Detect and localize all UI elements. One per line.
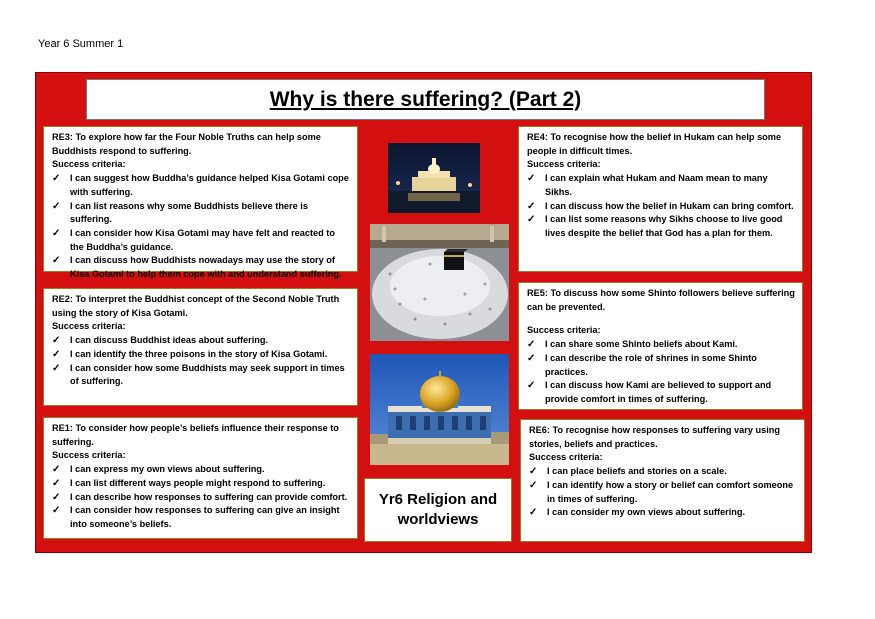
success-criteria-label: Success criteria: (527, 325, 601, 336)
criteria-item (527, 172, 796, 199)
success-criteria-label: Success criteria: (527, 159, 601, 170)
criteria-item (527, 338, 796, 352)
criteria-item (52, 362, 351, 389)
criteria-list (527, 172, 796, 241)
checkmark-icon: ✓ (52, 505, 61, 517)
checkmark-icon: ✓ (527, 214, 536, 226)
criteria-text: I can suggest how Buddha’s guidance helped Kisa Gotami cope with suffering. (70, 173, 349, 197)
checkmark-icon: ✓ (527, 352, 536, 364)
criteria-item (529, 506, 798, 520)
criteria-item (529, 465, 798, 479)
criteria-text: I can consider how Kisa Gotami may have felt and reacted to the Buddha’s guidance. (70, 227, 335, 252)
success-criteria-label: Success criteria: (52, 450, 126, 461)
criteria-item (52, 348, 351, 362)
criteria-text: I can discuss how Buddhists nowadays may use the story of Kisa Gotami to help them cope with and understand suffering. (70, 255, 342, 280)
success-criteria-label: Success criteria: (52, 321, 126, 332)
checkmark-icon: ✓ (52, 335, 61, 347)
card-re2 (43, 288, 358, 406)
criteria-text: I can explain what Hukam and Naam mean to many Sikhs. (545, 173, 768, 197)
kaaba-pilgrimage-image (370, 224, 509, 341)
checkmark-icon: ✓ (529, 466, 538, 478)
checkmark-icon: ✓ (52, 173, 61, 185)
success-criteria-label: Success criteria: (52, 159, 126, 170)
checkmark-icon: ✓ (529, 479, 538, 491)
criteria-list (52, 463, 351, 532)
criteria-text: I can share some Shinto beliefs about Kami. (545, 339, 738, 350)
criteria-item (52, 463, 351, 477)
criteria-text: I can discuss how the belief in Hukam can bring comfort. (545, 200, 794, 211)
checkmark-icon: ✓ (52, 255, 61, 267)
card-re4 (518, 126, 803, 272)
card-objective: RE5: To discuss how some Shinto followers believe suffering can be prevented. (527, 288, 795, 312)
criteria-item (52, 172, 351, 199)
page-title: Why is there suffering? (Part 2) (269, 87, 582, 111)
criteria-item (52, 504, 351, 531)
criteria-item (52, 200, 351, 227)
criteria-text: I can identify how a story or belief can comfort someone in times of suffering. (547, 479, 794, 504)
criteria-item (52, 254, 351, 281)
criteria-item (52, 334, 351, 348)
checkmark-icon: ✓ (52, 348, 61, 360)
criteria-item (527, 379, 796, 406)
criteria-text: I can consider how some Buddhists may seek support in times of suffering. (70, 362, 345, 387)
criteria-text: I can discuss Buddhist ideas about suffering. (70, 335, 269, 346)
criteria-text: I can consider my own views about suffering. (547, 507, 746, 518)
dome-of-the-rock-image (370, 354, 509, 465)
criteria-item (527, 352, 796, 379)
card-objective: RE2: To interpret the Buddhist concept of the Second Noble Truth using the story of Kisa Gotami. (52, 294, 340, 318)
criteria-text: I can list different ways people might respond to suffering. (70, 477, 326, 488)
checkmark-icon: ✓ (52, 362, 61, 374)
criteria-item (52, 227, 351, 254)
criteria-item (52, 491, 351, 505)
criteria-text: I can consider how responses to suffering can give an insight into someone’s beliefs. (70, 505, 340, 529)
criteria-text: I can discuss how Kami are believed to support and provide comfort in times of suffering. (545, 380, 772, 404)
knowledge-board (35, 72, 812, 553)
criteria-text: I can place beliefs and stories on a scale. (547, 466, 727, 477)
golden-temple-night-image (388, 143, 480, 213)
criteria-text: I can describe the role of shrines in some Shinto practices. (545, 352, 757, 377)
criteria-list (52, 172, 351, 282)
card-re5 (518, 282, 803, 410)
checkmark-icon: ✓ (527, 200, 536, 212)
subject-label-box (364, 478, 512, 542)
criteria-item (529, 479, 798, 506)
checkmark-icon: ✓ (527, 173, 536, 185)
criteria-list (529, 465, 798, 520)
document-header: Year 6 Summer 1 (38, 38, 124, 50)
card-re3 (43, 126, 358, 280)
criteria-list (52, 334, 351, 389)
card-re6 (520, 419, 805, 542)
criteria-list (527, 338, 796, 407)
criteria-text: I can list reasons why some Buddhists believe there is suffering. (70, 200, 308, 225)
subject-label: Yr6 Religion and worldviews (378, 491, 498, 528)
criteria-item (527, 200, 796, 214)
criteria-text: I can describe how responses to suffering can provide comfort. (70, 491, 348, 502)
criteria-item (52, 477, 351, 491)
criteria-text: I can list some reasons why Sikhs choose to live good lives despite the belief that God has a plan for them. (545, 214, 783, 238)
checkmark-icon: ✓ (527, 339, 536, 351)
success-criteria-label: Success criteria: (529, 452, 603, 463)
checkmark-icon: ✓ (52, 491, 61, 503)
checkmark-icon: ✓ (52, 200, 61, 212)
criteria-item (527, 213, 796, 240)
card-objective: RE3: To explore how far the Four Noble Truths can help some Buddhists respond to suffering. (52, 132, 321, 156)
criteria-text: I can express my own views about suffering. (70, 464, 265, 475)
checkmark-icon: ✓ (52, 464, 61, 476)
criteria-text: I can identify the three poisons in the story of Kisa Gotami. (70, 348, 328, 359)
card-objective: RE4: To recognise how the belief in Hukam can help some people in difficult times. (527, 132, 782, 156)
checkmark-icon: ✓ (52, 227, 61, 239)
title-box (86, 79, 765, 120)
card-objective: RE1: To consider how people’s beliefs influence their response to suffering. (52, 423, 339, 447)
checkmark-icon: ✓ (52, 477, 61, 489)
card-objective: RE6: To recognise how responses to suffering vary using stories, beliefs and practices. (529, 425, 781, 449)
card-re1 (43, 417, 358, 539)
checkmark-icon: ✓ (527, 380, 536, 392)
checkmark-icon: ✓ (529, 507, 538, 519)
